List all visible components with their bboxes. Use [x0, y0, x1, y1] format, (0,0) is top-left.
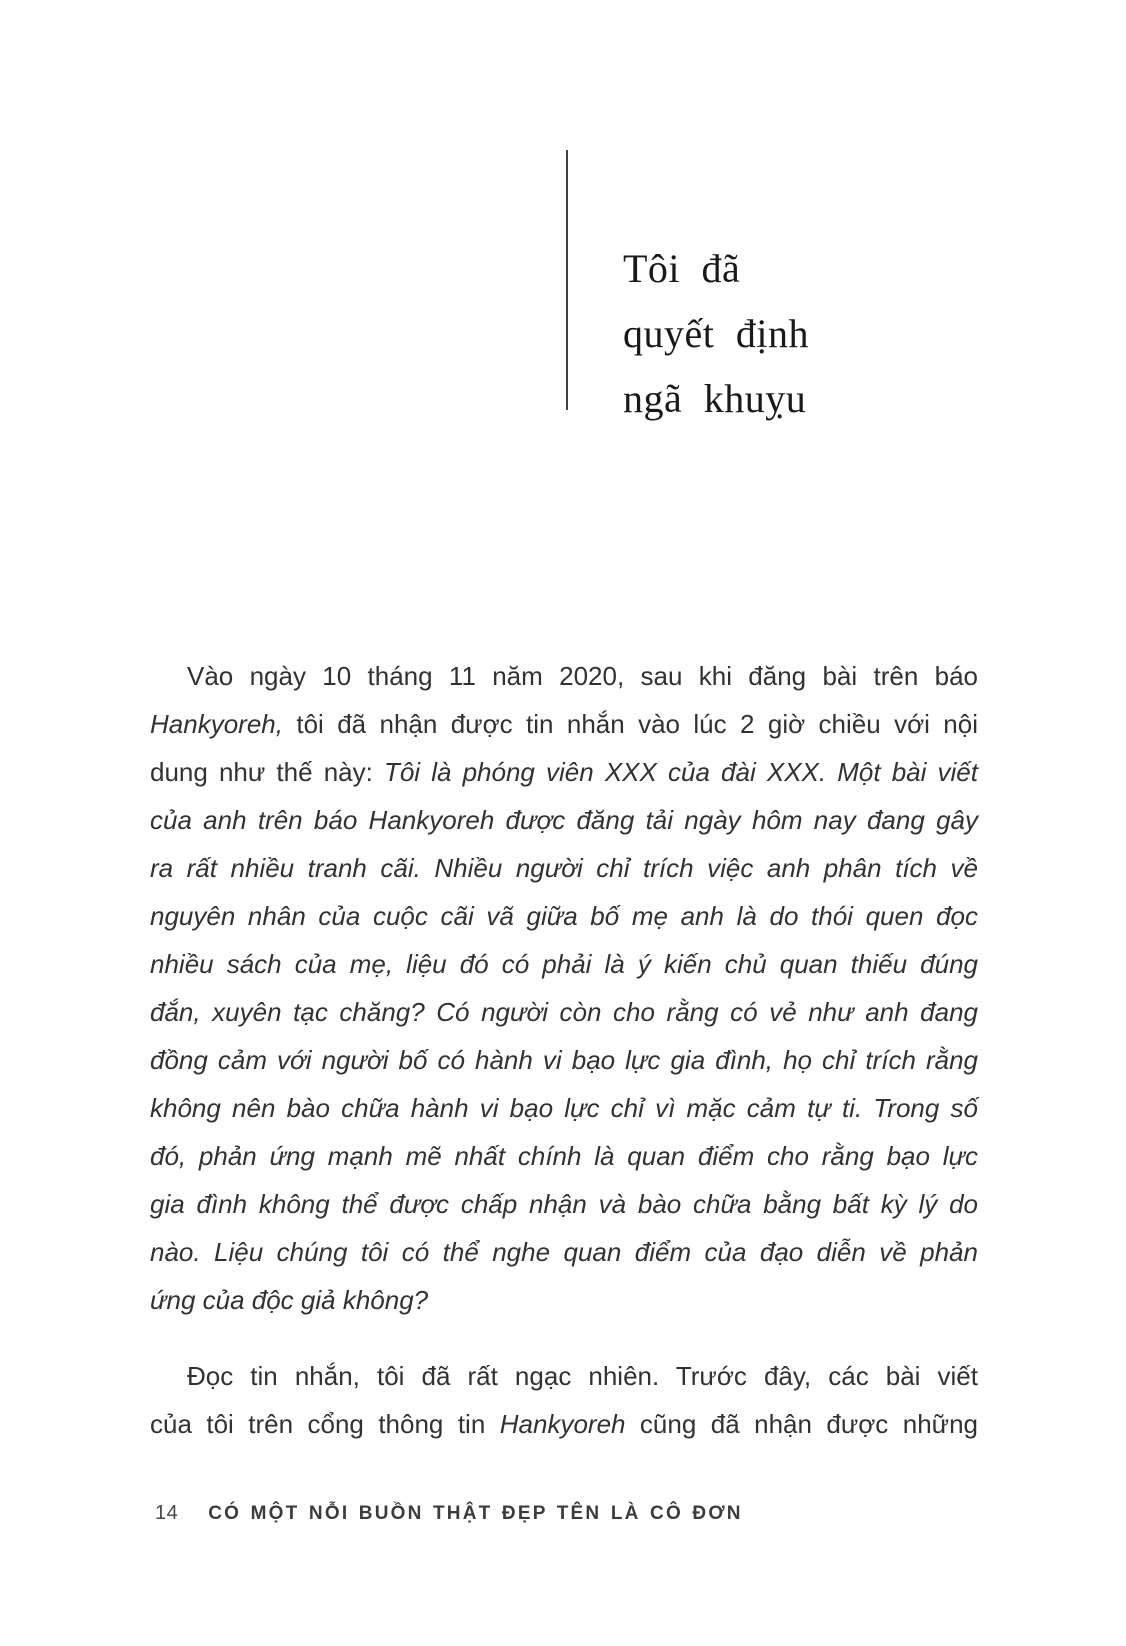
paragraph: [150, 652, 978, 1324]
italic-text-segment: đắn, xuyên tạc chăng? Có người còn cho rằng có vẻ như anh đang: [150, 997, 978, 1027]
running-book-title: CÓ MỘT NỖI BUỒN THẬT ĐẸP TÊN LÀ CÔ ĐƠN: [208, 1503, 743, 1524]
italic-text-segment: nguyên nhân của cuộc cãi vã giữa bố mẹ anh là do thói quen đọc: [150, 901, 978, 931]
italic-text-segment: đồng cảm với người bố có hành vi bạo lực gia đình, họ chỉ trích rằng: [150, 1045, 978, 1075]
page-footer: [155, 1502, 743, 1525]
body-line: [150, 1228, 978, 1276]
text-segment: cũng đã nhận được những: [625, 1409, 978, 1439]
italic-text-segment: đó, phản ứng mạnh mẽ nhất chính là quan điểm cho rằng bạo lực: [150, 1141, 978, 1171]
text-segment: của tôi trên cổng thông tin: [150, 1409, 500, 1439]
text-segment: Đọc tin nhắn, tôi đã rất ngạc nhiên. Trước đây, các bài viết: [187, 1361, 978, 1391]
italic-text-segment: không nên bào chữa hành vi bạo lực chỉ vì mặc cảm tự ti. Trong số: [150, 1093, 978, 1123]
paragraph: [150, 1352, 978, 1448]
chapter-title-line: quyết định: [623, 311, 809, 356]
body-line: [150, 1352, 978, 1400]
body-line: [150, 1180, 978, 1228]
text-segment: Vào ngày 10 tháng 11 năm 2020, sau khi đăng bài trên báo: [187, 661, 978, 691]
chapter-title-line: ngã khuỵu: [623, 376, 807, 421]
italic-text-segment: ra rất nhiều tranh cãi. Nhiều người chỉ trích việc anh phân tích về: [150, 853, 978, 883]
body-line: [150, 652, 978, 700]
body-line: [150, 844, 978, 892]
body-line: [150, 1036, 978, 1084]
body-line: [150, 700, 978, 748]
body-line: [150, 1084, 978, 1132]
italic-text-segment: Hankyoreh: [499, 1409, 626, 1439]
chapter-title-line: Tôi đã: [623, 246, 741, 291]
italic-text-segment: nhiều sách của mẹ, liệu đó có phải là ý kiến chủ quan thiếu đúng: [150, 949, 978, 979]
italic-text-segment: gia đình không thể được chấp nhận và bào chữa bằng bất kỳ lý do: [150, 1189, 978, 1219]
chapter-title-rule: [566, 150, 568, 410]
italic-text-segment: nào. Liệu chúng tôi có thể nghe quan điểm của đạo diễn về phản: [150, 1237, 978, 1267]
body-line: [150, 748, 978, 796]
italic-text-segment: Tôi là phóng viên XXX của đài XXX. Một bài viết: [383, 757, 978, 787]
body-text: [150, 652, 978, 1448]
italic-text-segment: của anh trên báo Hankyoreh được đăng tải ngày hôm nay đang gây: [150, 805, 978, 835]
body-line: [150, 1400, 978, 1448]
page-number: 14: [155, 1502, 179, 1524]
chapter-title: [623, 236, 809, 431]
body-line: [150, 796, 978, 844]
body-line: [150, 1276, 978, 1324]
body-line: [150, 1132, 978, 1180]
italic-text-segment: Hankyoreh,: [150, 709, 283, 739]
text-segment: tôi đã nhận được tin nhắn vào lúc 2 giờ chiều với nội: [282, 709, 978, 739]
body-line: [150, 940, 978, 988]
italic-text-segment: ứng của độc giả không?: [150, 1285, 429, 1315]
body-line: [150, 988, 978, 1036]
body-line: [150, 892, 978, 940]
text-segment: dung như thế này:: [150, 757, 384, 787]
